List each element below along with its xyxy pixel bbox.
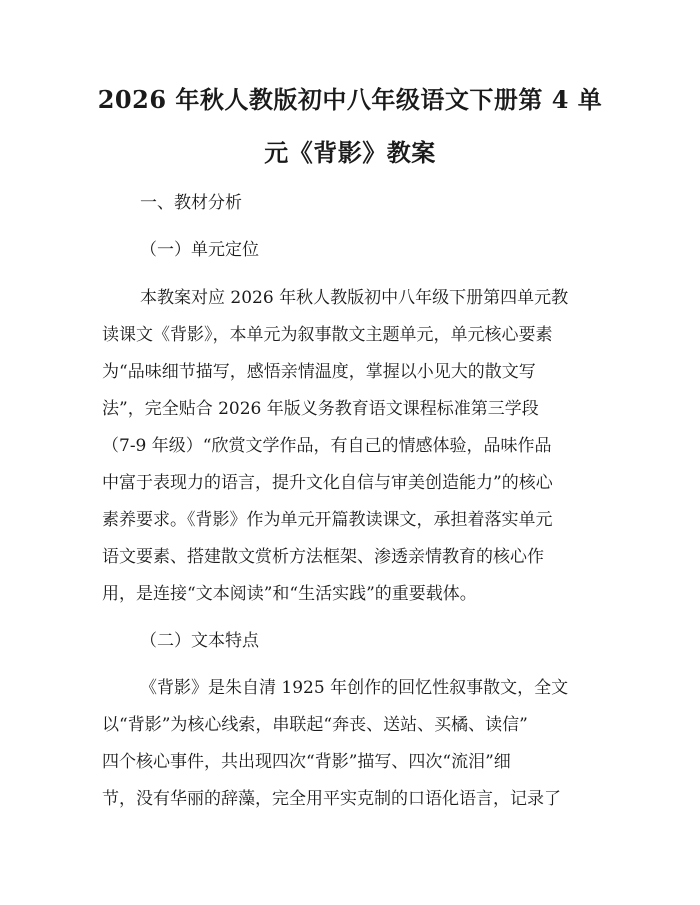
paragraph-line: 以“背影”为核心线索，串联起“奔丧、送站、买橘、读信” bbox=[102, 715, 528, 735]
paragraph-line: 中富于表现力的语言，提升文化自信与审美创造能力”的核心 bbox=[102, 473, 553, 493]
document-title-line-2: 元《背影》教案 bbox=[264, 138, 436, 167]
subsection-heading-text-features: （二）文本特点 bbox=[140, 631, 259, 651]
paragraph-line: 《背影》是朱自清 1925 年创作的回忆性叙事散文，全文 bbox=[140, 678, 569, 698]
paragraph-line: 四个核心事件，共出现四次“背影”描写、四次“流泪”细 bbox=[102, 752, 511, 772]
paragraph-line: 语文要素、搭建散文赏析方法框架、渗透亲情教育的核心作 bbox=[102, 547, 544, 567]
paragraph-line: 用，是连接“文本阅读”和“生活实践”的重要载体。 bbox=[102, 584, 477, 604]
paragraph-line: 本教案对应 2026 年秋人教版初中八年级下册第四单元教 bbox=[140, 288, 569, 308]
paragraph-line: （7-9 年级）“欣赏文学作品，有自己的情感体验，品味作品 bbox=[102, 436, 552, 456]
paragraph-line: 为“品味细节描写，感悟亲情温度，掌握以小见大的散文写 bbox=[102, 362, 536, 382]
paragraph-line: 节，没有华丽的辞藻，完全用平实克制的口语化语言，记录了 bbox=[102, 789, 561, 809]
section-heading-textbook-analysis: 一、教材分析 bbox=[140, 193, 242, 213]
paragraph-line: 素养要求。《背影》作为单元开篇教读课文，承担着落实单元 bbox=[102, 510, 553, 530]
document-title-line-1: 2026 年秋人教版初中八年级语文下册第 4 单 bbox=[97, 85, 603, 114]
paragraph-line: 读课文《背影》，本单元为叙事散文主题单元，单元核心要素 bbox=[102, 325, 553, 345]
paragraph-line: 法”，完全贴合 2026 年版义务教育语文课程标准第三学段 bbox=[102, 399, 539, 419]
subsection-heading-unit-positioning: （一）单元定位 bbox=[140, 240, 259, 260]
